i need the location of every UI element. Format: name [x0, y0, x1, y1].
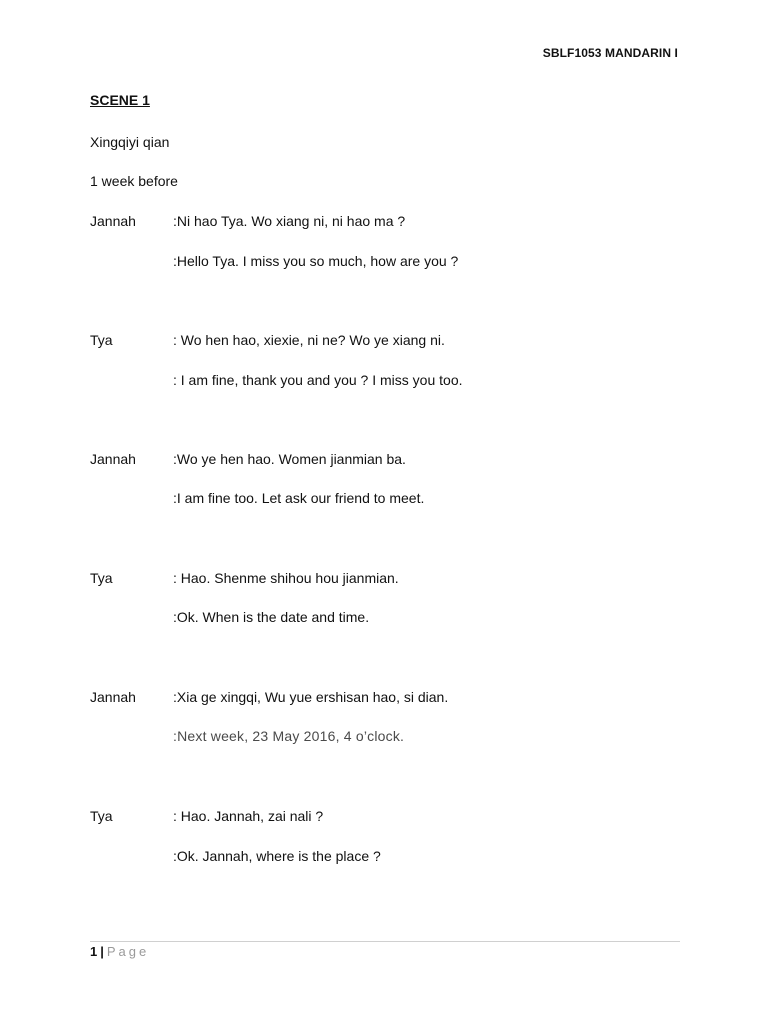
- page-footer: [90, 944, 149, 959]
- course-header: SBLF1053 MANDARIN I: [542, 46, 678, 60]
- english-line: :Ok. Jannah, where is the place ?: [173, 848, 381, 864]
- speaker-name: Jannah: [90, 451, 136, 467]
- english-line: :Next week, 23 May 2016, 4 o’clock.: [173, 728, 405, 744]
- speaker-name: Jannah: [90, 689, 136, 705]
- footer-divider: [90, 941, 680, 942]
- speaker-name: Tya: [90, 808, 113, 824]
- english-line: :Ok. When is the date and time.: [173, 609, 370, 625]
- english-line: : I am fine, thank you and you ? I miss you too.: [173, 372, 463, 388]
- scene-subtitle-mandarin: Xingqiyi qian: [90, 134, 170, 150]
- speaker-name: Jannah: [90, 213, 136, 229]
- page-number: 1: [90, 944, 98, 959]
- speaker-name: Tya: [90, 570, 113, 586]
- mandarin-line: :Xia ge xingqi, Wu yue ershisan hao, si dian.: [173, 689, 449, 705]
- mandarin-line: :Ni hao Tya. Wo xiang ni, ni hao ma ?: [173, 213, 406, 229]
- mandarin-line: :Wo ye hen hao. Women jianmian ba.: [173, 451, 406, 467]
- english-line: :Hello Tya. I miss you so much, how are you ?: [173, 253, 459, 269]
- mandarin-line: : Hao. Jannah, zai nali ?: [173, 808, 324, 824]
- scene-title: SCENE 1: [90, 92, 150, 108]
- mandarin-line: : Wo hen hao, xiexie, ni ne? Wo ye xiang ni.: [173, 332, 445, 348]
- page-label: Page: [106, 944, 150, 959]
- mandarin-line: : Hao. Shenme shihou hou jianmian.: [173, 570, 399, 586]
- speaker-name: Tya: [90, 332, 113, 348]
- scene-subtitle-english: 1 week before: [90, 173, 178, 189]
- footer-separator: |: [100, 944, 104, 959]
- english-line: :I am fine too. Let ask our friend to meet.: [173, 490, 425, 506]
